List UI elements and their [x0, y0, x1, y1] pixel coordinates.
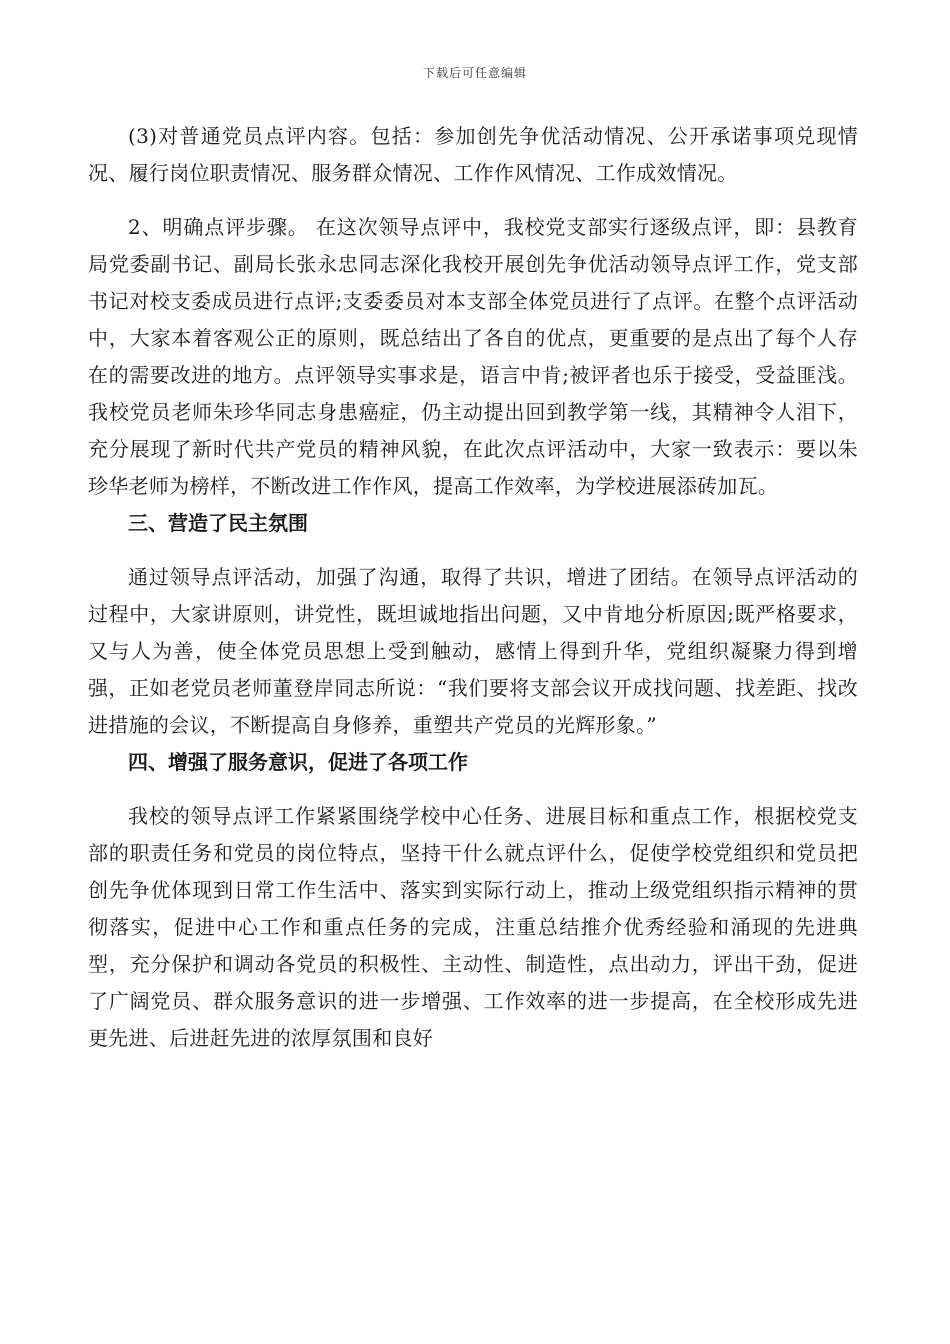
paragraph-ordinary-member-review: (3)对普通党员点评内容。包括：参加创先争优活动情况、公开承诺事项兑现情况、履行岗位职责情况、服务群众情况、工作作风情况、工作成效情况。	[88, 124, 858, 185]
paragraph-service-awareness: 我校的领导点评工作紧紧围绕学校中心任务、进展目标和重点工作，根据校党支部的职责任务和党员的岗位特点，坚持干什么就点评什么，促使学校党组织和党员把创先争优体现到日常工作生活中、落实到实际行动上，推动上级党组织指示精神的贯彻落实，促进中心工作和重点任务的完成，注重总结推介优秀经验和涌现的先进典型，充分保护和调动各党员的积极性、主动性、制造性，点出动力，评出干劲，促进了广阔党员、群众服务意识的进一步增强、工作效率的进一步提高，在全校形成先进更先进、后进赶先进的浓厚氛围和良好	[88, 804, 858, 1050]
page-header: 下载后可任意编辑	[422, 66, 527, 80]
section-heading-service-awareness: 四、增强了服务意识，促进了各项工作	[128, 750, 468, 774]
paragraph-review-steps: 2、明确点评步骤。 在这次领导点评中，我校党支部实行逐级点评，即：县教育局党委副书记、副局长张永忠同志深化我校开展创先争优活动领导点评工作，党支部书记对校支委成员进行点评;支委委员对本支部全体党员进行了点评。在整个点评活动中，大家本着客观公正的原则，既总结出了各自的优点，更重要的是点出了每个人存在的需要改进的地方。点评领导实事求是，语言中肯;被评者也乐于接受，受益匪浅。我校党员老师朱珍华同志身患癌症，仍主动提出回到教学第一线，其精神令人泪下，充分展现了新时代共产党员的精神风貌，在此次点评活动中，大家一致表示：要以朱珍华老师为榜样，不断改进工作作风，提高工作效率，为学校进展添砖加瓦。	[88, 215, 858, 498]
document-body	[88, 118, 858, 1057]
paragraph-democratic-atmosphere: 通过领导点评活动，加强了沟通，取得了共识，增进了团结。在领导点评活动的过程中，大家讲原则，讲党性，既坦诚地指出问题，又中肯地分析原因;既严格要求，又与人为善，使全体党员思想上受到触动，感情上得到升华，党组织凝聚力得到增强，正如老党员老师董登岸同志所说：“我们要将支部会议开成找问题、找差距、找改进措施的会议，不断提高自身修养，重塑共产党员的光辉形象。”	[88, 565, 858, 737]
section-heading-democratic-atmosphere: 三、营造了民主氛围	[128, 511, 308, 535]
